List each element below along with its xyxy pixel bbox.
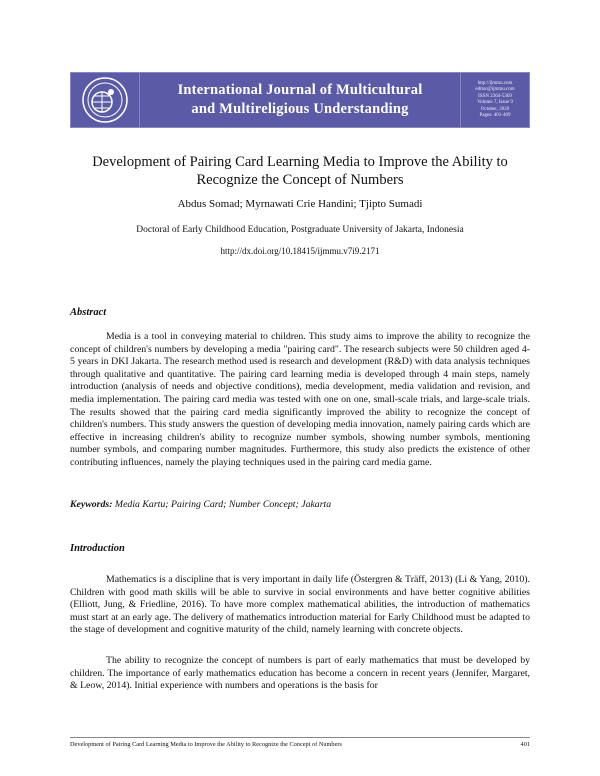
abstract-text: Media is a tool in conveying material to children. This study aims to improve the ability to recognize the concept of children's numbers by developing a media "pairing card". The research subjects were 50 children aged 4-5 years in DKI Jakarta. The research method used is research and development (R&D) with data analysis techniques through qualitative and quantitative. The pairing card learning media is developed through 4 main steps, namely introduction (analysis of needs and objective conditions), media development, media validation and revision, and media implementation. The pairing card media was tested with one on one, small-scale trials, and large-scale trials. The results showed that the pairing card media significantly improved the ability to recognize the concept of children's numbers. This study answers the question of developing media innovation, namely pairing cards which are effective in increasing children's ability to recognize number symbols, showing number symbols, mentioning number symbols, and comparing number magnitudes. Furthermore, this study also predicts the existence of other contributing influences, namely the playing techniques used in the pairing card media game. [70,331,530,468]
journal-name-line1: International Journal of Multicultural [177,82,423,98]
paper-doi[interactable]: http://dx.doi.org/10.18415/ijmmu.v7i9.2171 [220,246,380,256]
abstract-heading: Abstract [70,307,107,318]
journal-issn: ISSN 2364-5369 [478,93,512,99]
intro-paragraph-2: The ability to recognize the concept of numbers is part of early mathematics that must be developed by children. The importance of early mathematics education has become a concern in recent years (Jennifer, Margaret, & Leow, 2014). Initial experience with numbers and operations is the basis for [70,655,530,692]
journal-volume: Volume 7, Issue 9 [477,100,513,105]
journal-banner [70,72,530,128]
keywords-label: Keywords: [70,499,113,510]
globe-icon [80,75,130,125]
paper-title: Development of Pairing Card Learning Media to Improve the Ability to Recognize the Concept of Numbers [92,154,508,188]
journal-date: October, 2020 [480,106,510,112]
journal-url[interactable]: http://ijmmu.com [477,80,513,86]
page-number: 401 [520,741,530,748]
journal-meta [460,73,529,127]
paper-affiliation: Doctoral of Early Childhood Education, Postgraduate University of Jakarta, Indonesia [136,225,464,235]
keywords [70,499,331,510]
journal-logo [71,73,140,127]
journal-pages: Pages: 401-409 [479,113,511,118]
keywords-text: Media Kartu; Pairing Card; Number Concept; Jakarta [114,499,332,510]
intro-paragraph-1: Mathematics is a discipline that is very important in daily life (Östergren & Träff, 2013) (Li & Yang, 2010). Children with good math skills will be able to survive in social environments and have better cognitive abilities (Elliott, Jung, & Friedline, 2016). To have more complex mathematical abilities, the introduction of mathematics must start at an early age. The delivery of mathematics introduction material for Early Childhood must be adapted to the stage of development and cognitive maturity of the child, namely learning with concrete objects. [70,574,530,636]
journal-name-line2: and Multireligious Understanding [191,101,409,117]
footer-title: Development of Pairing Card Learning Media to Improve the Ability to Recognize the Concept of Numbers [70,741,342,748]
paper-authors: Abdus Somad; Myrnawati Crie Handini; Tjipto Sumadi [177,198,423,210]
introduction-heading: Introduction [70,543,125,554]
journal-email[interactable]: editor@ijmmu.com [475,87,515,92]
page-footer [70,737,530,748]
